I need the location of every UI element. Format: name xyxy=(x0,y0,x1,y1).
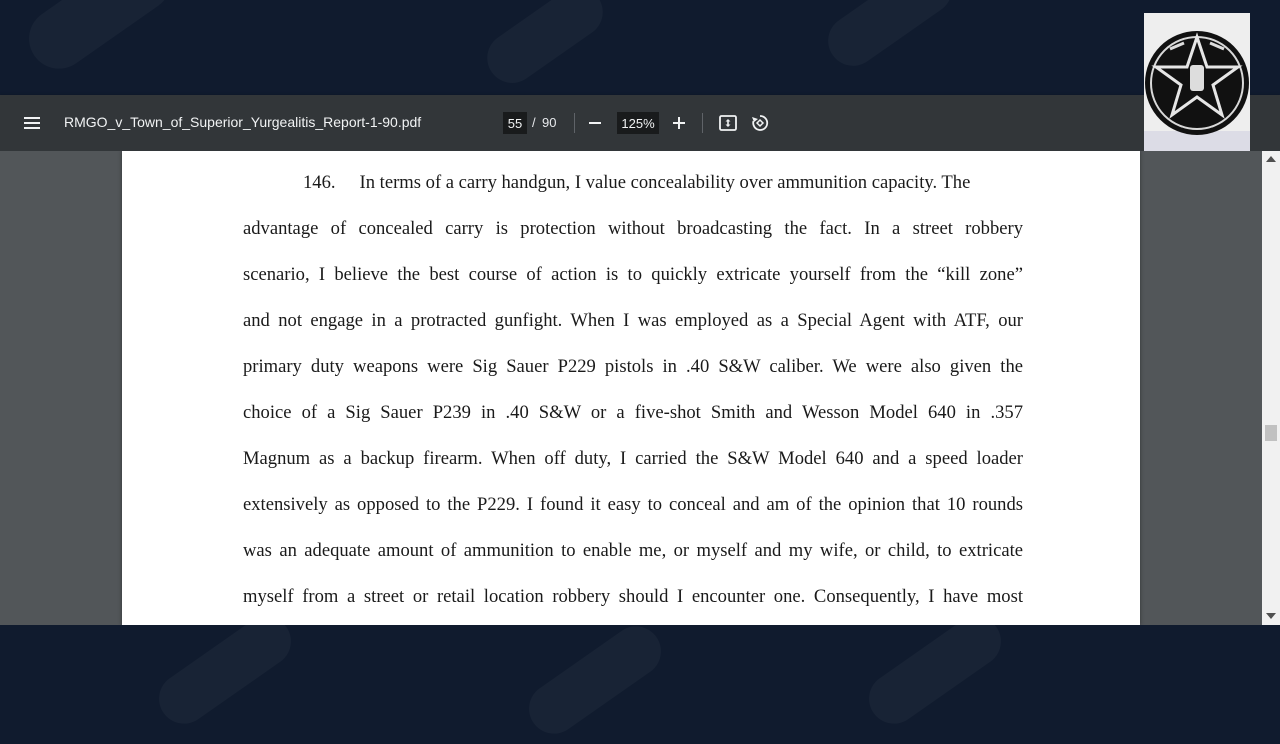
webcam-overlay xyxy=(1144,13,1250,153)
file-title: RMGO_v_Town_of_Superior_Yurgealitis_Report-1-90.pdf xyxy=(64,114,422,130)
background-decoration xyxy=(477,0,612,93)
hamburger-menu-icon-bar xyxy=(24,127,40,129)
document-paragraph xyxy=(243,165,1023,625)
background-decoration xyxy=(17,0,182,80)
rotate-icon xyxy=(750,113,770,133)
zoom-out-button[interactable] xyxy=(583,111,607,135)
paragraph-line: was an adequate amount of ammunition to enable me, or myself and my wife, or child, to extricate xyxy=(243,540,1023,561)
paragraph-line: scenario, I believe the best course of action is to quickly extricate yourself from the “kill zone” xyxy=(243,264,1023,285)
hamburger-menu-icon xyxy=(24,117,40,119)
pdf-viewer[interactable] xyxy=(0,151,1280,625)
zoom-in-button[interactable] xyxy=(667,111,691,135)
menu-button[interactable] xyxy=(20,111,44,135)
background-footer xyxy=(0,625,1280,720)
page-total: 90 xyxy=(542,115,557,130)
fit-to-page-icon xyxy=(718,113,738,133)
background-decoration xyxy=(859,607,1011,734)
paragraph-number: 146. xyxy=(303,172,336,193)
paragraph-line: primary duty weapons were Sig Sauer P229 pistols in .40 S&W caliber. We were also given the xyxy=(243,356,1023,377)
minus-icon xyxy=(588,116,602,130)
vertical-scrollbar[interactable] xyxy=(1262,151,1280,625)
scroll-up-arrow-icon[interactable] xyxy=(1266,156,1276,162)
background-decoration xyxy=(818,0,961,76)
toolbar-divider xyxy=(702,113,703,133)
paragraph-line xyxy=(243,165,1023,211)
paragraph-line: Magnum as a backup firearm. When off duty, I carried the S&W Model 640 and a speed loader xyxy=(243,448,1023,469)
rotate-button[interactable] xyxy=(748,111,772,135)
paragraph-line: myself from a street or retail location robbery should I encounter one. Consequently, I have most xyxy=(243,586,1023,607)
fit-to-page-button[interactable] xyxy=(716,111,740,135)
paragraph-line-text: In terms of a carry handgun, I value concealability over ammunition capacity. The xyxy=(359,172,971,193)
hamburger-menu-icon-bar xyxy=(24,122,40,124)
pdf-page xyxy=(122,151,1140,625)
page-separator: / xyxy=(532,115,536,130)
pdf-toolbar xyxy=(0,95,1280,151)
paragraph-line: and not engage in a protracted gunfight. When I was employed as a Special Agent with ATF, our xyxy=(243,310,1023,331)
plus-icon xyxy=(672,116,686,130)
scrollbar-thumb[interactable] xyxy=(1265,425,1277,441)
paragraph-line: advantage of concealed carry is protection without broadcasting the fact. In a street robbery xyxy=(243,218,1023,239)
paragraph-line: extensively as opposed to the P229. I found it easy to conceal and am of the opinion that 10 rounds xyxy=(243,494,1023,515)
scroll-down-arrow-icon[interactable] xyxy=(1266,613,1276,619)
background-decoration xyxy=(519,617,671,744)
zoom-level-input[interactable] xyxy=(617,112,659,134)
page-number-input[interactable] xyxy=(503,112,527,134)
background-decoration xyxy=(149,607,301,734)
toolbar-divider xyxy=(574,113,575,133)
star-badge-logo xyxy=(1144,13,1250,153)
paragraph-line: choice of a Sig Sauer P239 in .40 S&W or a five-shot Smith and Wesson Model 640 in .357 xyxy=(243,402,1023,423)
